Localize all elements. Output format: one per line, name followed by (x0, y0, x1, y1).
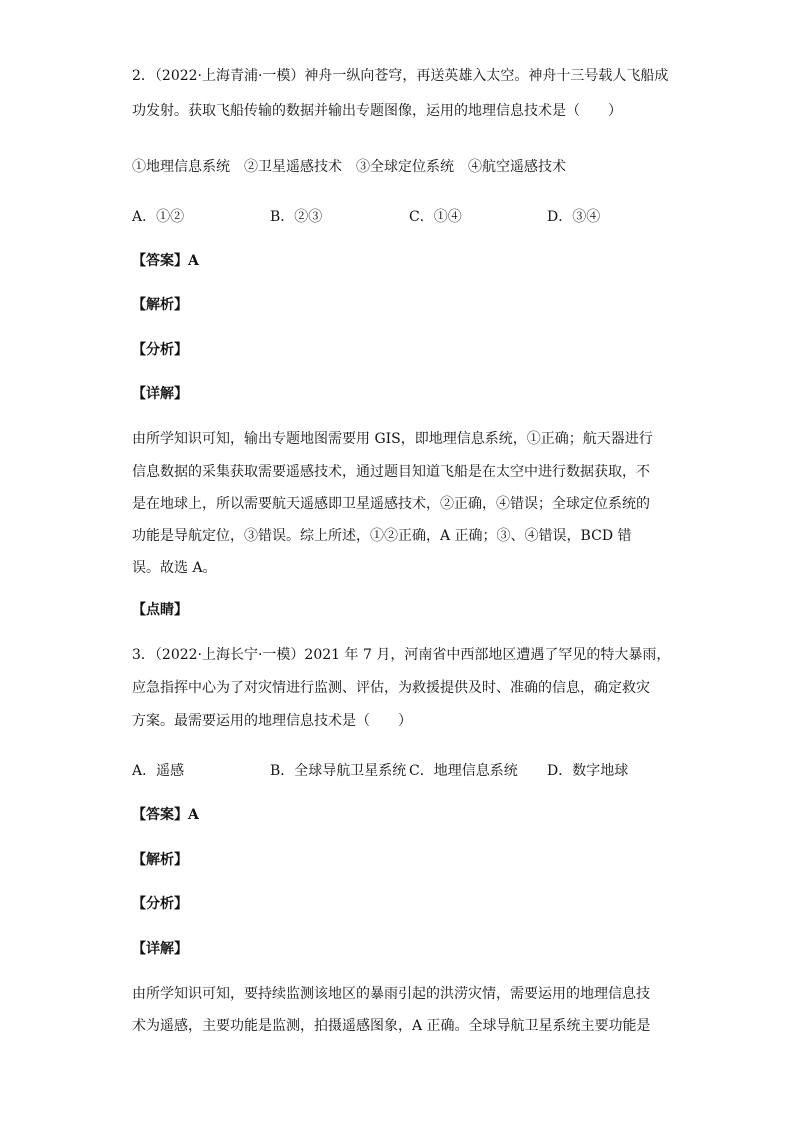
question-2-detail-heading: 【详解】 (132, 386, 188, 402)
question-3-stem-line-2: 应急指挥中心为了对灾情进行监测、评估，为救援提供及时、准确的信息，确定救灾 (132, 680, 650, 696)
question-2-detail-line-4: 功能是导航定位，③错误。综上所述，①②正确，A 正确；③、④错误，BCD 错 (132, 528, 632, 544)
question-3-options (132, 761, 664, 781)
option-a: A．遥感 (132, 763, 185, 779)
question-2-stem-line-1: 2．（2022·上海青浦·一模）神舟一纵向苍穹，再送英雄入太空。神舟十三号载人飞船成 (132, 68, 669, 84)
question-2-dianjing-heading: 【点睛】 (132, 602, 188, 618)
question-2-items: ①地理信息系统 ②卫星遥感技术 ③全球定位系统 ④航空遥感技术 (132, 159, 566, 175)
question-2-answer: 【答案】A (132, 253, 199, 269)
option-c: C．①④ (409, 209, 462, 225)
question-3-detail-heading: 【详解】 (132, 941, 188, 957)
question-3-analysis-heading: 【解析】 (132, 852, 188, 868)
question-2-stem-line-2: 功发射。获取飞船传输的数据并输出专题图像，运用的地理信息技术是（ ） (132, 103, 622, 119)
option-b: B．②③ (270, 209, 323, 225)
option-b: B．全球导航卫星系统 (270, 763, 407, 779)
question-3-stem-line-3: 方案。最需要运用的地理信息技术是（ ） (132, 713, 412, 729)
question-2-options (132, 207, 664, 227)
option-d: D．数字地球 (547, 763, 629, 779)
question-2-detail-line-2: 信息数据的采集获取需要遥感技术，通过题目知道飞船是在太空中进行数据获取，不 (132, 464, 650, 480)
question-3-answer: 【答案】A (132, 807, 199, 823)
question-3-fenxi-heading: 【分析】 (132, 896, 188, 912)
question-2-fenxi-heading: 【分析】 (132, 342, 188, 358)
option-d: D．③④ (547, 209, 601, 225)
option-c: C．地理信息系统 (409, 763, 518, 779)
question-3-detail-line-1: 由所学知识可知，要持续监测该地区的暴雨引起的洪涝灾情，需要运用的地理信息技 (132, 986, 650, 1002)
question-2-analysis-heading: 【解析】 (132, 297, 188, 313)
question-2-detail-line-5: 误。故选 A。 (132, 560, 217, 576)
option-a: A．①② (132, 209, 185, 225)
question-2-detail-line-1: 由所学知识可知，输出专题地图需要用 GIS，即地理信息系统，①正确；航天器进行 (132, 431, 653, 447)
question-3-stem-line-1: 3．（2022·上海长宁·一模）2021 年 7 月，河南省中西部地区遭遇了罕见的特大暴雨， (132, 647, 671, 663)
question-3-detail-line-2: 术为遥感，主要功能是监测，拍摄遥感图象，A 正确。全球导航卫星系统主要功能是 (132, 1018, 651, 1034)
question-2-detail-line-3: 是在地球上，所以需要航天遥感即卫星遥感技术，②正确，④错误；全球定位系统的 (132, 496, 650, 512)
